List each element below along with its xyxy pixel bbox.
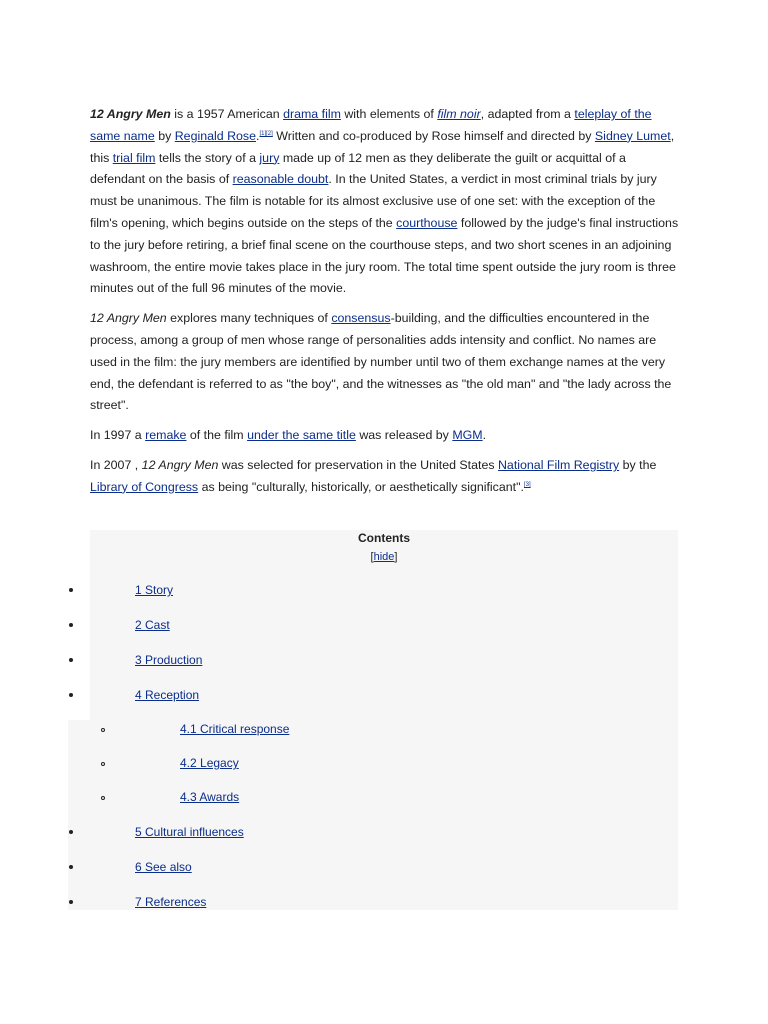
- link-national-film-registry[interactable]: National Film Registry: [497, 457, 620, 472]
- link-consensus[interactable]: consensus: [331, 311, 391, 326]
- text: explores many techniques of: [166, 311, 332, 326]
- bullet-icon: [69, 865, 73, 869]
- toc-item-legacy[interactable]: 4.2 Legacy: [180, 756, 239, 770]
- text: Written and co-produced by Rose himself and directed by: [272, 128, 595, 143]
- toc-item-production[interactable]: 3 Production: [135, 653, 203, 667]
- remake-paragraph: [90, 425, 680, 447]
- film-title-italic: 12 Angry Men: [141, 457, 219, 472]
- toc-hide-link[interactable]: hide: [373, 551, 395, 563]
- article-body: [90, 104, 680, 507]
- text: was released by: [355, 428, 453, 443]
- bullet-icon: [69, 623, 73, 627]
- bullet-icon: [69, 830, 73, 834]
- toc-item-see-also[interactable]: 6 See also: [135, 860, 192, 874]
- toc-toggle: [90, 550, 678, 564]
- toc-background-extension: [68, 720, 90, 910]
- link-library-of-congress[interactable]: Library of Congress: [90, 479, 199, 494]
- film-title-italic: 12 Angry Men: [90, 311, 167, 326]
- text: with elements of: [340, 107, 438, 121]
- bracket: [: [370, 551, 374, 563]
- reference-1-2[interactable]: [1][2]: [259, 130, 273, 137]
- bullet-icon: [69, 588, 73, 592]
- toc-item-critical-response[interactable]: 4.1 Critical response: [180, 722, 290, 736]
- link-film-noir[interactable]: film noir: [437, 107, 481, 121]
- link-sidney-lumet[interactable]: Sidney Lumet: [594, 128, 671, 143]
- text: was selected for preservation in the United States: [218, 457, 498, 472]
- text: as being "culturally, historically, or aesthetically significant".: [198, 479, 524, 494]
- circle-bullet-icon: [101, 796, 105, 800]
- text: is a 1957 American: [170, 107, 284, 121]
- table-of-contents: [90, 530, 678, 910]
- text: -building, and the difficulties encountered in the process, among a group of men whose range of personalities adds intensity and conflict. No names are used in the film: the jury members are identified by number until two of them exchange names at the very end, the defendant is referred to as "the boy", and the witnesses as "the old man" and "the lady across the street".: [90, 311, 672, 413]
- toc-item-reception[interactable]: 4 Reception: [135, 688, 200, 702]
- link-courthouse[interactable]: courthouse: [396, 215, 458, 230]
- link-drama-film[interactable]: drama film: [283, 107, 341, 121]
- link-mgm[interactable]: MGM: [452, 428, 483, 443]
- link-reasonable-doubt[interactable]: reasonable doubt: [232, 172, 329, 187]
- circle-bullet-icon: [101, 762, 105, 766]
- text: by: [154, 128, 175, 143]
- themes-paragraph: [90, 308, 680, 417]
- text: , this: [90, 128, 675, 165]
- text: .: [482, 428, 487, 443]
- link-reginald-rose[interactable]: Reginald Rose: [174, 128, 257, 143]
- link-remake[interactable]: remake: [145, 428, 187, 443]
- toc-item-cultural-influences[interactable]: 5 Cultural influences: [135, 825, 244, 839]
- text: . In the United States, a verdict in most criminal trials by jury must be unanimous. The film is notable for its almost exclusive use of one set: with the exception of the film's opening, which begins outside on the steps of the: [90, 172, 657, 230]
- intro-paragraph: [90, 104, 680, 300]
- text: In 1997 a: [90, 428, 146, 443]
- text: by the: [619, 457, 657, 472]
- text: .: [256, 128, 260, 143]
- link-under-the-same-title[interactable]: under the same title: [247, 428, 356, 443]
- text: , adapted from a: [480, 107, 575, 121]
- link-jury[interactable]: jury: [259, 150, 280, 165]
- link-trial-film[interactable]: trial film: [112, 150, 156, 165]
- bracket: ]: [394, 551, 398, 563]
- text: In 2007 ,: [90, 457, 142, 472]
- toc-header: [90, 530, 678, 564]
- film-title-bold: 12 Angry Men: [90, 107, 171, 121]
- text: made up of 12 men as they deliberate the guilt or acquittal of a defendant on the basis of: [90, 150, 626, 187]
- text: followed by the judge's final instructions to the jury before retiring, a brief final scene on the courthouse steps, and two short scenes in an adjoining washroom, the entire movie takes place in the jury room. The total time spent outside the jury room is three minutes out of the full 96 minutes of the movie.: [90, 215, 679, 296]
- bullet-icon: [69, 693, 73, 697]
- reference-3[interactable]: [3]: [523, 481, 531, 488]
- toc-item-cast[interactable]: 2 Cast: [135, 618, 170, 632]
- text: tells the story of a: [155, 150, 260, 165]
- bullet-icon: [69, 658, 73, 662]
- registry-paragraph: [90, 455, 680, 499]
- circle-bullet-icon: [101, 728, 105, 732]
- link-teleplay[interactable]: teleplay of the same name: [90, 107, 652, 143]
- text: of the film: [186, 428, 248, 443]
- toc-item-references[interactable]: 7 References: [135, 895, 207, 909]
- toc-item-story[interactable]: 1 Story: [135, 583, 174, 597]
- bullet-icon: [69, 900, 73, 904]
- toc-item-awards[interactable]: 4.3 Awards: [180, 790, 240, 804]
- toc-title: Contents: [358, 531, 410, 545]
